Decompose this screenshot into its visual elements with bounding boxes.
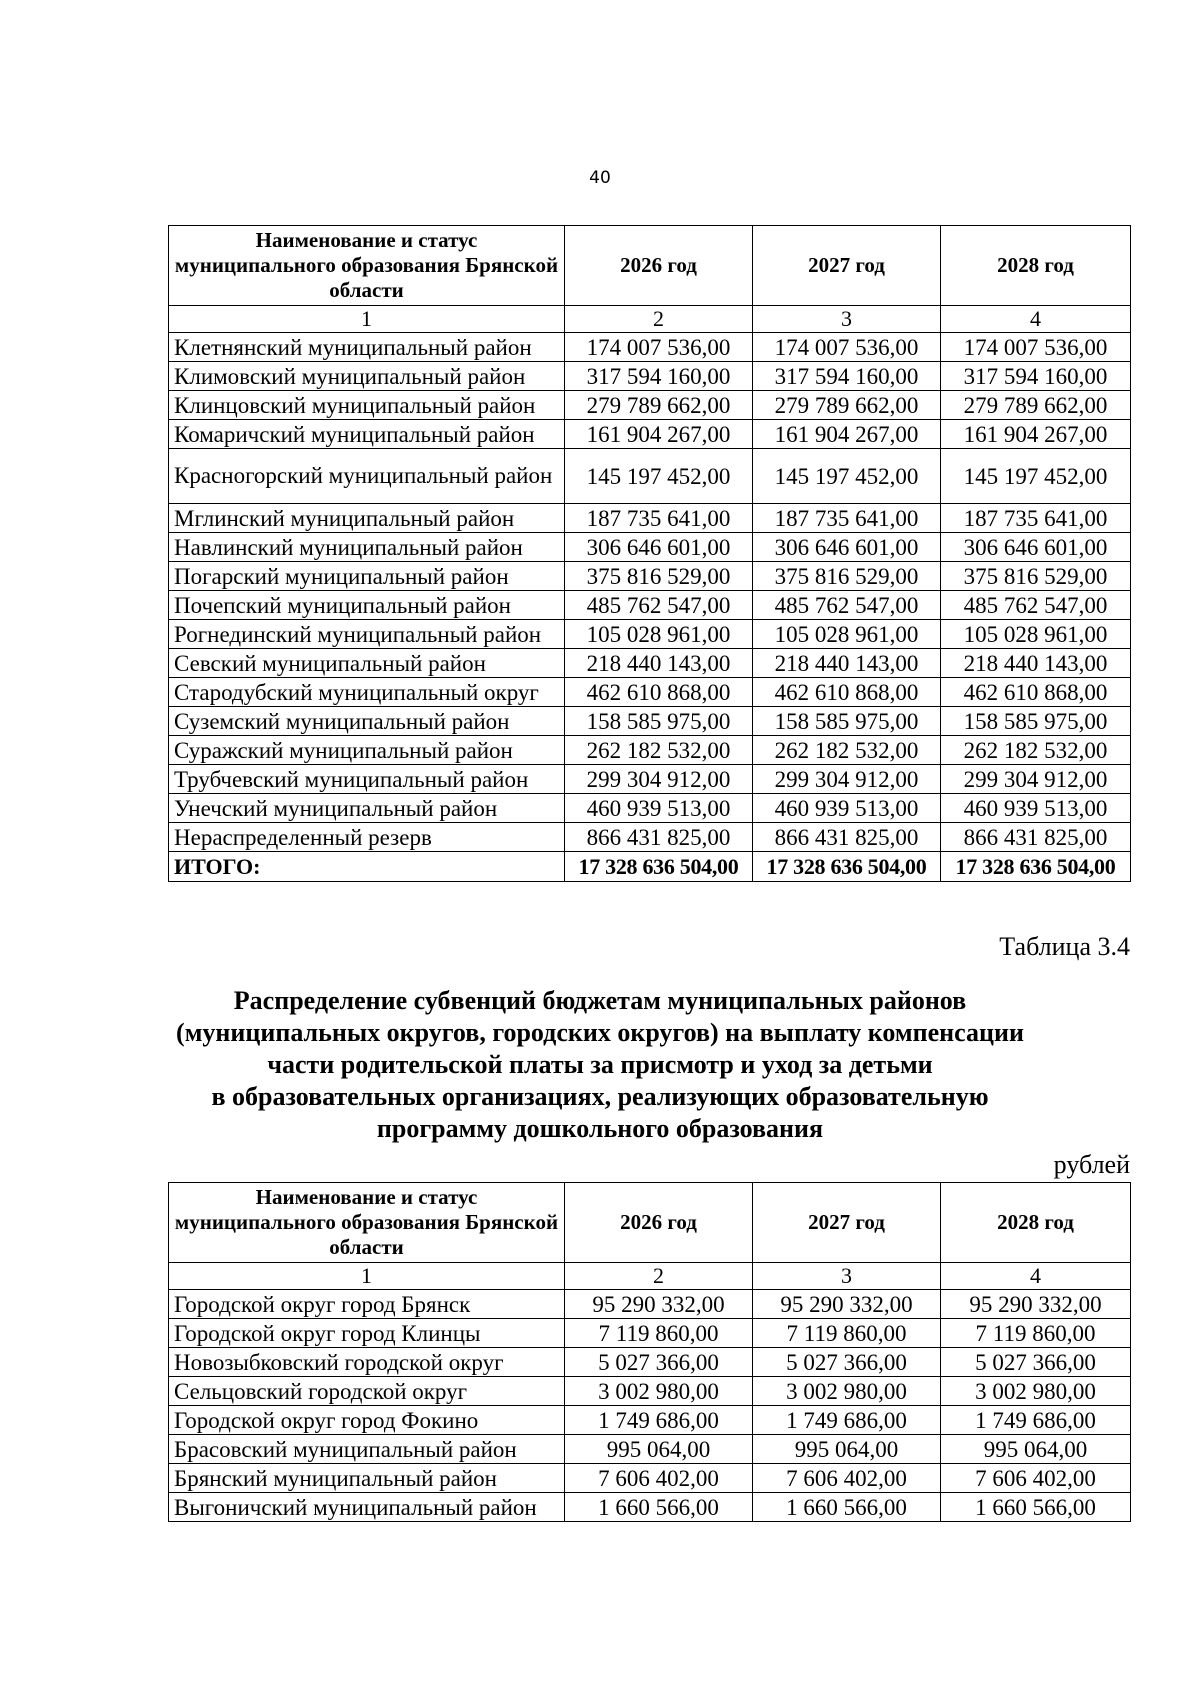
value-2026: 995 064,00: [565, 1435, 753, 1464]
value-2026: 279 789 662,00: [565, 391, 753, 420]
value-2027: 462 610 868,00: [753, 678, 941, 707]
municipality-name: Погарский муниципальный район: [169, 562, 565, 591]
municipality-name: Городской округ город Фокино: [169, 1406, 565, 1435]
value-2027: 299 304 912,00: [753, 765, 941, 794]
table-row: [169, 1493, 1131, 1522]
column-index-row: [169, 306, 1131, 333]
value-2027: 995 064,00: [753, 1435, 941, 1464]
value-2026: 3 002 980,00: [565, 1377, 753, 1406]
column-header-2027: 2027 год: [753, 1183, 941, 1263]
table-row: [169, 649, 1131, 678]
value-2027: 105 028 961,00: [753, 620, 941, 649]
municipality-name: Сельцовский городской округ: [169, 1377, 565, 1406]
column-header-2026: 2026 год: [565, 1183, 753, 1263]
heading-line: части родительской платы за присмотр и уход за детьми: [267, 1050, 933, 1079]
table-row: [169, 678, 1131, 707]
municipality-name: Мглинский муниципальный район: [169, 504, 565, 533]
value-2027: 7 606 402,00: [753, 1464, 941, 1493]
table-label: Таблица 3.4: [999, 932, 1130, 961]
total-2028: 17 328 636 504,00: [941, 852, 1131, 882]
municipality-name: Клетнянский муниципальный район: [169, 333, 565, 362]
value-2027: 1 749 686,00: [753, 1406, 941, 1435]
municipality-name: Клинцовский муниципальный район: [169, 391, 565, 420]
column-index: 4: [941, 1263, 1131, 1290]
value-2026: 866 431 825,00: [565, 823, 753, 852]
value-2026: 462 610 868,00: [565, 678, 753, 707]
value-2026: 317 594 160,00: [565, 362, 753, 391]
value-2027: 485 762 547,00: [753, 591, 941, 620]
table-row: [169, 333, 1131, 362]
value-2026: 299 304 912,00: [565, 765, 753, 794]
value-2028: 187 735 641,00: [941, 504, 1131, 533]
table-row: [169, 1348, 1131, 1377]
table-row: [169, 1290, 1131, 1319]
heading-line: (муниципальных округов, городских округов) на выплату компенсации: [176, 1018, 1024, 1047]
value-2027: 460 939 513,00: [753, 794, 941, 823]
total-2027: 17 328 636 504,00: [753, 852, 941, 882]
value-2028: 485 762 547,00: [941, 591, 1131, 620]
table-row: [169, 591, 1131, 620]
municipality-name: Рогнединский муниципальный район: [169, 620, 565, 649]
column-index: 1: [169, 1263, 565, 1290]
value-2028: 299 304 912,00: [941, 765, 1131, 794]
units-label: рублей: [1053, 1150, 1130, 1179]
budget-table-continued: [168, 225, 1131, 882]
value-2027: 158 585 975,00: [753, 707, 941, 736]
value-2028: 105 028 961,00: [941, 620, 1131, 649]
column-header-2028: 2028 год: [941, 226, 1131, 306]
value-2028: 174 007 536,00: [941, 333, 1131, 362]
value-2027: 279 789 662,00: [753, 391, 941, 420]
column-header-2028: 2028 год: [941, 1183, 1131, 1263]
value-2028: 866 431 825,00: [941, 823, 1131, 852]
heading-line: программу дошкольного образования: [376, 1114, 824, 1143]
table-row: [169, 449, 1131, 504]
value-2026: 1 660 566,00: [565, 1493, 753, 1522]
table-row: [169, 707, 1131, 736]
heading-line: в образовательных организациях, реализующих образовательную: [211, 1082, 989, 1111]
municipality-name: Брасовский муниципальный район: [169, 1435, 565, 1464]
value-2026: 7 606 402,00: [565, 1464, 753, 1493]
municipality-name: Красногорский муниципальный район: [169, 449, 565, 504]
value-2027: 95 290 332,00: [753, 1290, 941, 1319]
page-number: 40: [589, 168, 611, 188]
heading-line: Распределение субвенций бюджетам муниципальных районов: [233, 986, 967, 1015]
value-2028: 161 904 267,00: [941, 420, 1131, 449]
value-2026: 5 027 366,00: [565, 1348, 753, 1377]
column-index: 4: [941, 306, 1131, 333]
total-row: [169, 852, 1131, 882]
column-index-row: [169, 1263, 1131, 1290]
value-2027: 262 182 532,00: [753, 736, 941, 765]
value-2028: 262 182 532,00: [941, 736, 1131, 765]
table-row: [169, 533, 1131, 562]
table-row: [169, 1319, 1131, 1348]
value-2028: 1 749 686,00: [941, 1406, 1131, 1435]
value-2028: 5 027 366,00: [941, 1348, 1131, 1377]
table-heading: [150, 985, 1050, 1145]
value-2027: 5 027 366,00: [753, 1348, 941, 1377]
value-2026: 262 182 532,00: [565, 736, 753, 765]
value-2028: 306 646 601,00: [941, 533, 1131, 562]
total-label: ИТОГО:: [169, 852, 565, 882]
table-row: [169, 1435, 1131, 1464]
subvention-table: [168, 1182, 1131, 1522]
municipality-name: Навлинский муниципальный район: [169, 533, 565, 562]
value-2028: 218 440 143,00: [941, 649, 1131, 678]
column-header-2026: 2026 год: [565, 226, 753, 306]
value-2028: 7 606 402,00: [941, 1464, 1131, 1493]
value-2026: 1 749 686,00: [565, 1406, 753, 1435]
value-2026: 375 816 529,00: [565, 562, 753, 591]
value-2028: 317 594 160,00: [941, 362, 1131, 391]
column-index: 1: [169, 306, 565, 333]
value-2028: 145 197 452,00: [941, 449, 1131, 504]
municipality-name: Трубчевский муниципальный район: [169, 765, 565, 794]
value-2027: 866 431 825,00: [753, 823, 941, 852]
municipality-name: Стародубский муниципальный округ: [169, 678, 565, 707]
municipality-name: Почепский муниципальный район: [169, 591, 565, 620]
municipality-name: Городской округ город Брянск: [169, 1290, 565, 1319]
municipality-name: Климовский муниципальный район: [169, 362, 565, 391]
value-2027: 218 440 143,00: [753, 649, 941, 678]
municipality-name: Нераспределенный резерв: [169, 823, 565, 852]
value-2026: 306 646 601,00: [565, 533, 753, 562]
municipality-name: Брянский муниципальный район: [169, 1464, 565, 1493]
municipality-name: Городской округ город Клинцы: [169, 1319, 565, 1348]
municipality-name: Суземский муниципальный район: [169, 707, 565, 736]
value-2027: 306 646 601,00: [753, 533, 941, 562]
table-row: [169, 736, 1131, 765]
value-2028: 1 660 566,00: [941, 1493, 1131, 1522]
table-row: [169, 420, 1131, 449]
value-2028: 95 290 332,00: [941, 1290, 1131, 1319]
value-2028: 7 119 860,00: [941, 1319, 1131, 1348]
municipality-name: Комаричский муниципальный район: [169, 420, 565, 449]
municipality-name: Суражский муниципальный район: [169, 736, 565, 765]
value-2026: 187 735 641,00: [565, 504, 753, 533]
value-2027: 1 660 566,00: [753, 1493, 941, 1522]
column-index: 2: [565, 306, 753, 333]
value-2028: 462 610 868,00: [941, 678, 1131, 707]
value-2027: 375 816 529,00: [753, 562, 941, 591]
value-2027: 187 735 641,00: [753, 504, 941, 533]
value-2026: 145 197 452,00: [565, 449, 753, 504]
column-header-name: Наименование и статус муниципального образования Брянской области: [169, 226, 565, 306]
table-row: [169, 765, 1131, 794]
value-2026: 460 939 513,00: [565, 794, 753, 823]
table-row: [169, 362, 1131, 391]
table-row: [169, 562, 1131, 591]
value-2026: 218 440 143,00: [565, 649, 753, 678]
table-row: [169, 823, 1131, 852]
table-row: [169, 1464, 1131, 1493]
value-2027: 145 197 452,00: [753, 449, 941, 504]
municipality-name: Севский муниципальный район: [169, 649, 565, 678]
column-header-2027: 2027 год: [753, 226, 941, 306]
column-index: 3: [753, 306, 941, 333]
value-2027: 317 594 160,00: [753, 362, 941, 391]
value-2028: 158 585 975,00: [941, 707, 1131, 736]
total-2026: 17 328 636 504,00: [565, 852, 753, 882]
table-row: [169, 620, 1131, 649]
value-2026: 158 585 975,00: [565, 707, 753, 736]
value-2027: 7 119 860,00: [753, 1319, 941, 1348]
table-row: [169, 1377, 1131, 1406]
value-2026: 174 007 536,00: [565, 333, 753, 362]
value-2027: 174 007 536,00: [753, 333, 941, 362]
table-row: [169, 794, 1131, 823]
value-2028: 3 002 980,00: [941, 1377, 1131, 1406]
column-header-name: Наименование и статус муниципального образования Брянской области: [169, 1183, 565, 1263]
table-row: [169, 504, 1131, 533]
municipality-name: Новозыбковский городской округ: [169, 1348, 565, 1377]
value-2028: 375 816 529,00: [941, 562, 1131, 591]
value-2026: 7 119 860,00: [565, 1319, 753, 1348]
value-2028: 279 789 662,00: [941, 391, 1131, 420]
value-2027: 3 002 980,00: [753, 1377, 941, 1406]
value-2026: 95 290 332,00: [565, 1290, 753, 1319]
value-2028: 995 064,00: [941, 1435, 1131, 1464]
column-index: 3: [753, 1263, 941, 1290]
value-2028: 460 939 513,00: [941, 794, 1131, 823]
column-index: 2: [565, 1263, 753, 1290]
municipality-name: Унечский муниципальный район: [169, 794, 565, 823]
value-2026: 161 904 267,00: [565, 420, 753, 449]
value-2027: 161 904 267,00: [753, 420, 941, 449]
value-2026: 105 028 961,00: [565, 620, 753, 649]
value-2026: 485 762 547,00: [565, 591, 753, 620]
table-row: [169, 1406, 1131, 1435]
table-row: [169, 391, 1131, 420]
municipality-name: Выгоничский муниципальный район: [169, 1493, 565, 1522]
